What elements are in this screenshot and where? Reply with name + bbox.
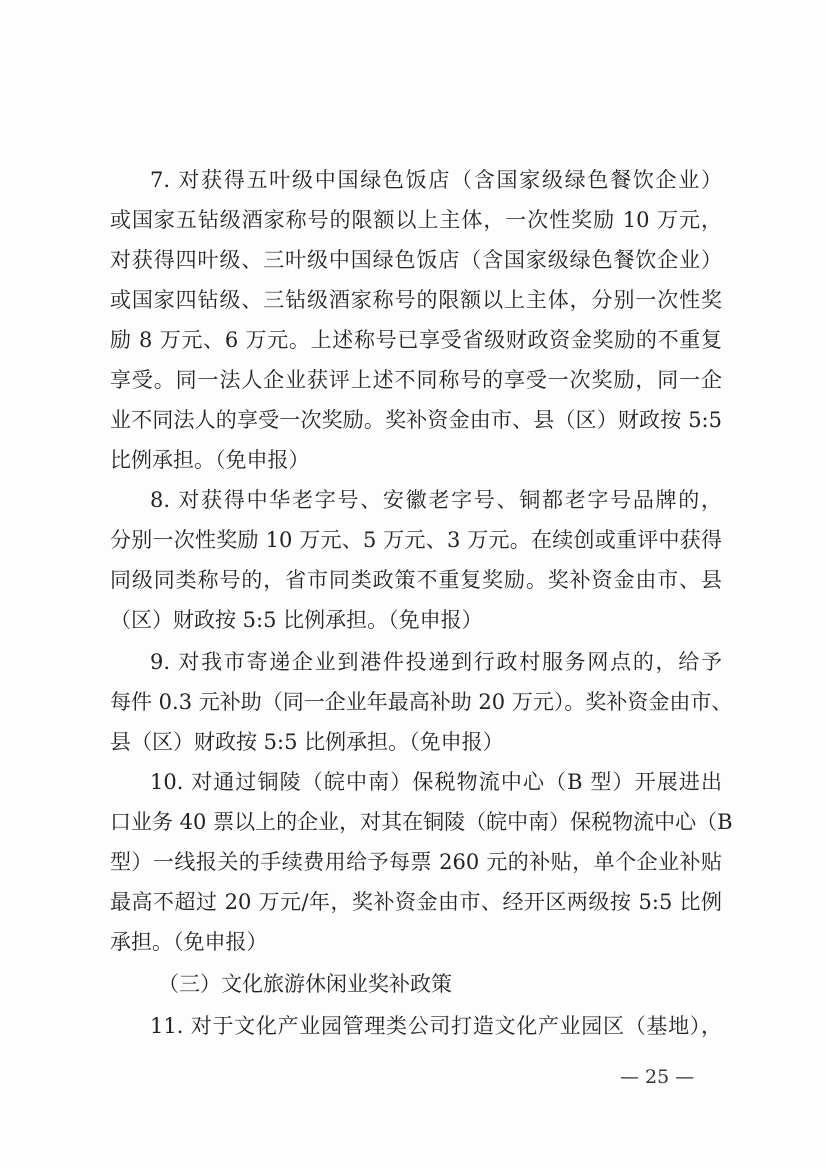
- paragraph-9-line-2: 每件 0.3 元补助（同一企业年最高补助 20 万元）。奖补资金由市、: [110, 690, 733, 714]
- page-number: — 25 —: [620, 1066, 695, 1088]
- paragraph-10-line-5: 承担。（免申报）: [110, 930, 268, 954]
- paragraph-9-line-1: 9. 对我市寄递企业到港件投递到行政村服务网点的，给予: [150, 650, 722, 674]
- paragraph-11-line-1: 11. 对于文化产业园管理类公司打造文化产业园区（基地），: [150, 1014, 722, 1038]
- paragraph-10-line-4: 最高不超过 20 万元/年，奖补资金由市、经开区两级按 5:5 比例: [110, 890, 722, 914]
- paragraph-10-line-2: 口业务 40 票以上的企业，对其在铜陵（皖中南）保税物流中心（B: [110, 810, 733, 834]
- paragraph-10-line-1: 10. 对通过铜陵（皖中南）保税物流中心（B 型）开展进出: [150, 770, 722, 794]
- paragraph-7-line-1: 7. 对获得五叶级中国绿色饭店（含国家级绿色餐饮企业）: [150, 168, 722, 192]
- paragraph-7-line-7: 业不同法人的享受一次奖励。奖补资金由市、县（区）财政按 5:5: [110, 408, 722, 432]
- paragraph-8-line-3: 同级同类称号的，省市同类政策不重复奖励。奖补资金由市、县: [110, 568, 722, 592]
- paragraph-7-line-4: 或国家四钻级、三钻级酒家称号的限额以上主体，分别一次性奖: [110, 288, 722, 312]
- paragraph-8-line-1: 8. 对获得中华老字号、安徽老字号、铜都老字号品牌的，: [150, 488, 722, 512]
- section-heading-3: （三）文化旅游休闲业奖补政策: [158, 972, 452, 996]
- paragraph-7-line-6: 享受。同一法人企业获评上述不同称号的享受一次奖励，同一企: [110, 368, 722, 392]
- paragraph-8-line-2: 分别一次性奖励 10 万元、5 万元、3 万元。在续创或重评中获得: [110, 528, 722, 552]
- paragraph-8-line-4: （区）财政按 5:5 比例承担。（免申报）: [110, 608, 483, 632]
- paragraph-7-line-2: 或国家五钻级酒家称号的限额以上主体，一次性奖励 10 万元，: [110, 208, 722, 232]
- paragraph-7-line-3: 对获得四叶级、三叶级中国绿色饭店（含国家级绿色餐饮企业）: [110, 248, 722, 272]
- paragraph-7-line-8: 比例承担。（免申报）: [110, 448, 310, 472]
- paragraph-7-line-5: 励 8 万元、6 万元。上述称号已享受省级财政资金奖励的不重复: [110, 328, 722, 352]
- paragraph-9-line-3: 县（区）财政按 5:5 比例承担。（免申报）: [110, 730, 504, 754]
- paragraph-10-line-3: 型）一线报关的手续费用给予每票 260 元的补贴，单个企业补贴: [110, 850, 722, 874]
